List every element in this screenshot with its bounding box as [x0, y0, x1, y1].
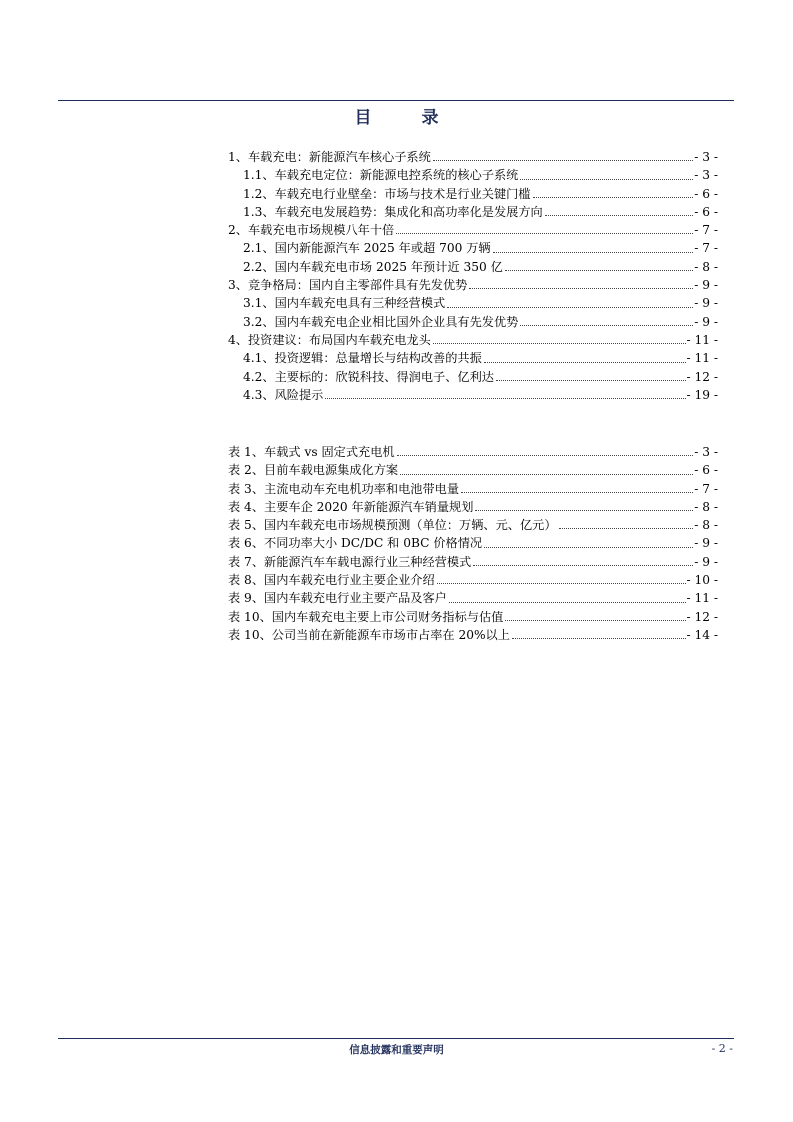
- toc-entry-page: - 3 -: [694, 150, 718, 164]
- table-entry-page: - 8 -: [694, 518, 718, 533]
- table-entry-label: 表 6、不同功率大小 DC/DC 和 0BC 价格情况: [228, 536, 483, 551]
- toc-entry-page: - 9 -: [694, 296, 718, 311]
- table-entry-7[interactable]: [228, 553, 718, 571]
- table-entry-4[interactable]: [228, 498, 718, 516]
- table-entry-page: - 12 -: [686, 609, 718, 624]
- table-entry-page: - 9 -: [694, 536, 718, 551]
- toc-title: 目 录: [354, 108, 461, 128]
- leader-dots: [493, 252, 694, 253]
- toc-entry-label: 3、竞争格局：国内自主零部件具有先发优势: [228, 278, 468, 293]
- leader-dots: [520, 325, 693, 326]
- table-entry-label: 表 4、主要车企 2020 年新能源汽车销量规划: [228, 499, 474, 514]
- leader-dots: [447, 307, 693, 308]
- table-entry-page: - 6 -: [694, 463, 718, 478]
- table-entry-1[interactable]: [228, 443, 718, 461]
- toc-entry-1-3[interactable]: [228, 203, 718, 221]
- leader-dots: [325, 398, 685, 399]
- toc-entry-3-2[interactable]: [228, 313, 718, 331]
- toc-entry-page: - 3 -: [694, 168, 718, 183]
- table-entry-label: 表 1、车载式 vs 固定式充电机: [228, 445, 395, 459]
- table-entry-label: 表 10、国内车载充电主要上市公司财务指标与估值: [228, 609, 504, 624]
- leader-dots: [461, 492, 693, 493]
- toc-entry-3-1[interactable]: [228, 294, 718, 312]
- toc-entry-page: - 12 -: [686, 369, 718, 384]
- leader-dots: [475, 510, 693, 511]
- toc-entry-page: - 7 -: [694, 223, 718, 238]
- leader-dots: [400, 474, 693, 475]
- toc-entry-page: - 7 -: [694, 241, 718, 256]
- table-entry-label: 表 7、新能源汽车车载电源行业三种经营模式: [228, 554, 472, 569]
- toc-entry-4[interactable]: [228, 331, 718, 349]
- toc-entry-page: - 11 -: [686, 332, 718, 347]
- toc-entry-2[interactable]: [228, 221, 718, 239]
- toc-entry-3[interactable]: [228, 276, 718, 294]
- leader-dots: [533, 197, 694, 198]
- leader-dots: [496, 380, 686, 381]
- toc-entry-label: 2.2、国内车载充电市场 2025 年预计近 350 亿: [243, 259, 503, 274]
- table-entry-2[interactable]: [228, 461, 718, 479]
- toc-entry-label: 4.3、风险提示: [243, 387, 324, 402]
- leader-dots: [484, 362, 686, 363]
- toc-entry-page: - 9 -: [694, 314, 718, 329]
- table-entry-10[interactable]: [228, 608, 718, 626]
- table-entry-page: - 11 -: [686, 591, 718, 606]
- table-entry-page: - 3 -: [694, 445, 718, 459]
- table-entry-8[interactable]: [228, 571, 718, 589]
- toc-entry-1-1[interactable]: [228, 166, 718, 184]
- leader-dots: [484, 547, 693, 548]
- footer-disclaimer: 信息披露和重要声明: [349, 1044, 444, 1056]
- table-entry-label: 表 3、主流电动车充电机功率和电池带电量: [228, 481, 460, 496]
- table-entry-5[interactable]: [228, 516, 718, 534]
- table-entry-6[interactable]: [228, 534, 718, 552]
- toc-entry-page: - 9 -: [694, 278, 718, 293]
- leader-dots: [505, 620, 685, 621]
- leader-dots: [433, 160, 693, 161]
- leader-dots: [545, 215, 694, 216]
- footer-page-number: - 2 -: [711, 1042, 733, 1055]
- toc-entry-4-2[interactable]: [228, 368, 718, 386]
- toc-entry-label: 3.1、国内车载充电具有三种经营模式: [243, 296, 446, 311]
- table-entry-label: 表 5、国内车载充电市场规模预测（单位：万辆、元、亿元）: [228, 518, 557, 533]
- table-entry-label: 表 2、目前车载电源集成化方案: [228, 463, 399, 478]
- toc-entry-1[interactable]: [228, 148, 718, 166]
- leader-dots: [469, 288, 693, 289]
- toc-entry-page: - 19 -: [686, 387, 718, 402]
- table-entry-page: - 7 -: [694, 481, 718, 496]
- toc-entry-label: 4.2、主要标的：欣锐科技、得润电子、亿利达: [243, 369, 494, 384]
- table-entry-label: 表 8、国内车载充电行业主要企业介绍: [228, 573, 435, 588]
- toc-entry-1-2[interactable]: [228, 185, 718, 203]
- leader-dots: [473, 565, 693, 566]
- toc-entry-label: 3.2、国内车载充电企业相比国外企业具有先发优势: [243, 314, 519, 329]
- leader-dots: [397, 455, 694, 456]
- list-of-tables: [228, 443, 718, 644]
- leader-dots: [433, 343, 686, 344]
- table-entry-label: 表 10、公司当前在新能源车市场市占率在 20%以上: [228, 627, 510, 642]
- table-entry-11[interactable]: [228, 626, 718, 644]
- toc-entry-2-1[interactable]: [228, 239, 718, 257]
- toc-entry-page: - 11 -: [686, 351, 718, 366]
- toc-entry-label: 1.1、车载充电定位：新能源电控系统的核心子系统: [243, 168, 519, 183]
- toc-entry-label: 4.1、投资逻辑：总量增长与结构改善的共振: [243, 351, 482, 366]
- table-entry-page: - 8 -: [694, 499, 718, 514]
- leader-dots: [559, 528, 694, 529]
- toc-entry-label: 1.2、车载充电行业壁垒：市场与技术是行业关键门槛: [243, 186, 531, 201]
- toc-entry-label: 2、车载充电市场规模八年十倍: [228, 223, 395, 238]
- table-entry-3[interactable]: [228, 480, 718, 498]
- table-entry-page: - 10 -: [686, 573, 718, 588]
- toc-entry-4-1[interactable]: [228, 349, 718, 367]
- leader-dots: [520, 179, 693, 180]
- toc-entry-label: 1.3、车载充电发展趋势：集成化和高功率化是发展方向: [243, 204, 543, 219]
- table-entry-label: 表 9、国内车载充电行业主要产品及客户: [228, 591, 447, 606]
- leader-dots: [396, 233, 693, 234]
- table-entry-page: - 14 -: [686, 627, 718, 642]
- toc-entry-label: 2.1、国内新能源汽车 2025 年或超 700 万辆: [243, 241, 491, 256]
- table-of-contents: [228, 148, 718, 404]
- toc-entry-label: 1、车载充电：新能源汽车核心子系统: [228, 150, 431, 164]
- footer-rule: [58, 1038, 734, 1039]
- header-rule: [58, 100, 734, 101]
- leader-dots: [505, 270, 693, 271]
- toc-entry-2-2[interactable]: [228, 258, 718, 276]
- toc-entry-4-3[interactable]: [228, 386, 718, 404]
- leader-dots: [512, 638, 686, 639]
- table-entry-page: - 9 -: [694, 554, 718, 569]
- leader-dots: [449, 602, 686, 603]
- toc-entry-page: - 8 -: [694, 259, 718, 274]
- table-entry-9[interactable]: [228, 589, 718, 607]
- toc-entry-page: - 6 -: [694, 204, 718, 219]
- toc-entry-page: - 6 -: [694, 186, 718, 201]
- leader-dots: [437, 583, 686, 584]
- toc-entry-label: 4、投资建议：布局国内车载充电龙头: [228, 332, 431, 347]
